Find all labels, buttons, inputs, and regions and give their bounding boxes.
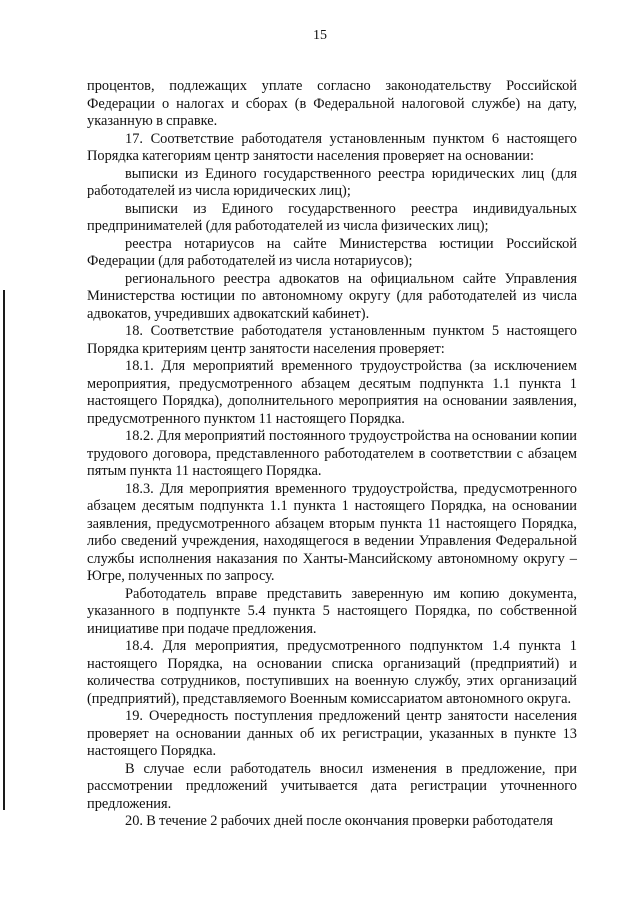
document-body xyxy=(87,78,577,831)
paragraph: 19. Очередность поступления предложений центр занятости населения проверяет на основании данных об их регистрации, указанных в пункте 13 настоящего Порядка. xyxy=(87,708,577,759)
paragraph: 18. Соответствие работодателя установленным пунктом 5 настоящего Порядка критериям центр занятости населения проверяет: xyxy=(87,323,577,357)
paragraph: выписки из Единого государственного реестра индивидуальных предпринимателей (для работодателей из числа физических лиц); xyxy=(87,200,577,234)
paragraph: 18.4. Для мероприятия, предусмотренного подпунктом 1.4 пункта 1 настоящего Порядка, на основании списка организаций (предприятий) и количества сотрудников, поступивших на военную службу, этих организаций (предприятий), представляемого Военным комиссариатом автономного округа. xyxy=(87,638,577,707)
page-number: 15 xyxy=(313,28,327,43)
paragraph: 18.3. Для мероприятия временного трудоустройства, предусмотренного абзацем десятым подпункта 1.1 пункта 1 настоящего Порядка, на основании заявления, предусмотренного абзацем вторым пункта 11 настоящего Порядка, либо сведений учреждения, находящегося в ведении Управления Федеральной службы исполнения наказания по Ханты-Мансийскому автономному округу – Югре, полученных по запросу. xyxy=(87,480,577,584)
paragraph: реестра нотариусов на сайте Министерства юстиции Российской Федерации (для работодателей из числа нотариусов); xyxy=(87,235,577,269)
paragraph: 18.1. Для мероприятий временного трудоустройства (за исключением мероприятия, предусмотренного абзацем десятым подпункта 1.1 пункта 1 настоящего Порядка), дополнительного мероприятия на основании заявления, предусмотренного пунктом 11 настоящего Порядка. xyxy=(87,358,577,427)
paragraph: 20. В течение 2 рабочих дней после окончания проверки работодателя xyxy=(125,813,554,829)
scan-edge-mark xyxy=(3,290,5,810)
paragraph: 17. Соответствие работодателя установленным пунктом 6 настоящего Порядка категориям центр занятости населения проверяет на основании: xyxy=(87,130,577,164)
paragraph: 18.2. Для мероприятий постоянного трудоустройства на основании копии трудового договора, представленного работодателем в соответствии с абзацем пятым пункта 11 настоящего Порядка. xyxy=(87,428,577,479)
paragraph: процентов, подлежащих уплате согласно законодательству Российской Федерации о налогах и сборах (в Федеральной налоговой службе) на дату, указанную в справке. xyxy=(87,78,577,129)
paragraph: выписки из Единого государственного реестра юридических лиц (для работодателей из числа юридических лиц); xyxy=(87,165,577,199)
paragraph: Работодатель вправе представить заверенную им копию документа, указанного в подпункте 5.4 пункта 5 настоящего Порядка, по собственной инициативе при подаче предложения. xyxy=(87,585,577,637)
paragraph: регионального реестра адвокатов на официальном сайте Управления Министерства юстиции по автономному округу (для работодателей из числа адвокатов, учредивших адвокатский кабинет). xyxy=(87,270,577,322)
paragraph: В случае если работодатель вносил изменения в предложение, при рассмотрении предложений учитывается дата регистрации уточненного предложения. xyxy=(87,760,577,812)
